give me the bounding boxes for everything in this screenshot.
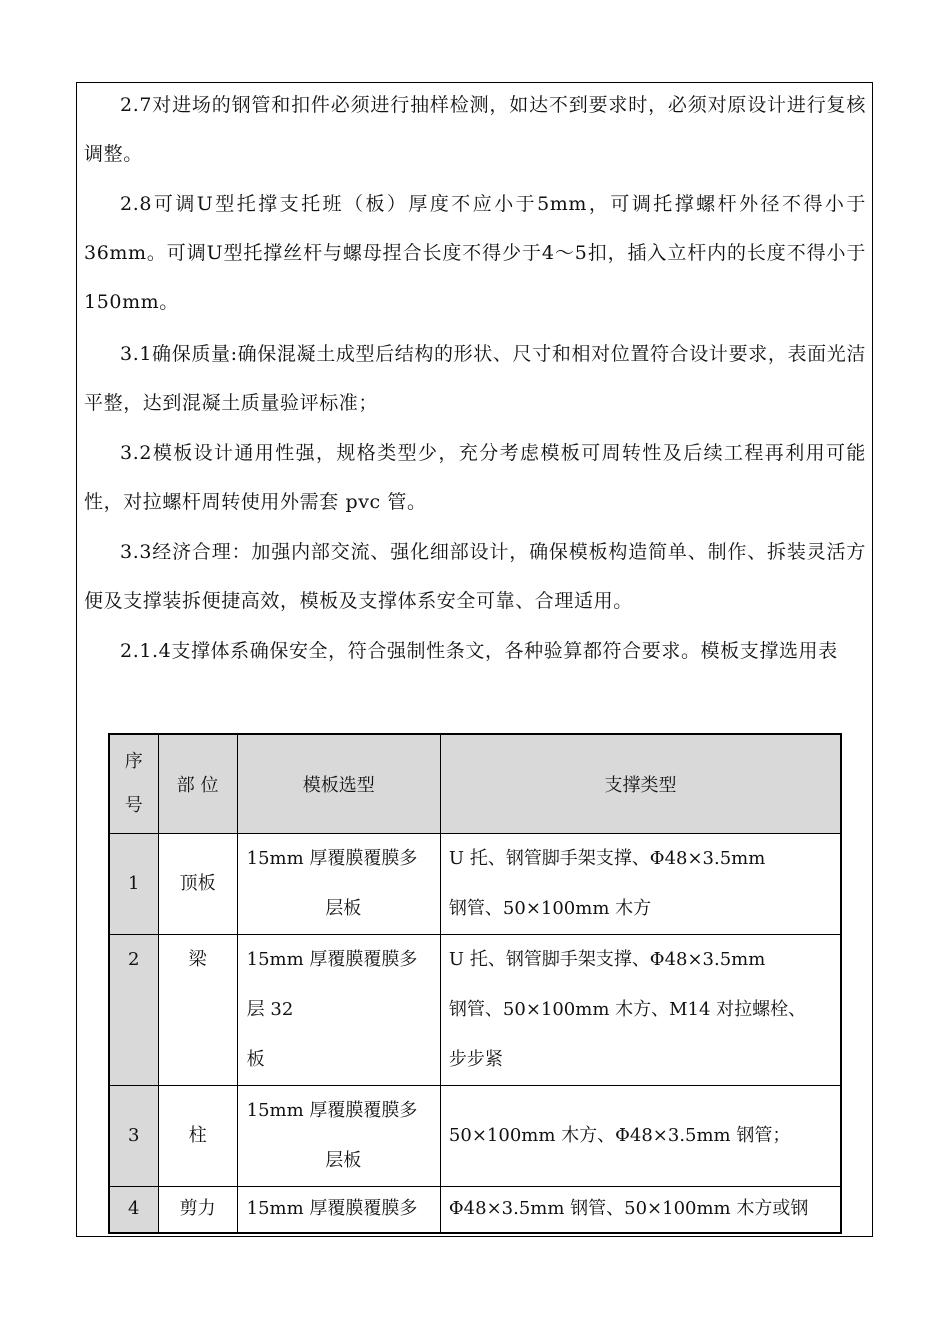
paragraph-text: 2.1.4支撑体系确保安全，符合强制性条文，各种验算都符合要求。模板支撑选用表 <box>120 640 838 662</box>
formwork-support-table <box>108 733 842 1234</box>
paragraph-3-3 <box>84 528 866 626</box>
row-template: 15mm 厚覆膜覆膜多 层板 <box>237 834 440 935</box>
row-part: 剪力 <box>158 1187 237 1233</box>
row-support: U 托、钢管脚手架支撑、Φ48×3.5mm 钢管、50×100mm 木方 <box>440 834 841 935</box>
header-part: 部 位 <box>158 734 237 834</box>
row-template: 15mm 厚覆膜覆膜多 层 32 板 <box>237 935 440 1086</box>
paragraph-3-1 <box>84 330 866 428</box>
row-support: Φ48×3.5mm 钢管、50×100mm 木方或钢 <box>440 1187 841 1233</box>
header-support: 支撑类型 <box>440 734 841 834</box>
paragraph-2-7 <box>84 81 866 179</box>
table-row <box>109 834 841 935</box>
row-index: 3 <box>109 1086 158 1187</box>
table-header-row <box>109 734 841 834</box>
row-index: 4 <box>109 1187 158 1233</box>
row-template: 15mm 厚覆膜覆膜多 层板 <box>237 1086 440 1187</box>
row-index: 1 <box>109 834 158 935</box>
row-part: 梁 <box>158 935 237 1086</box>
table-row <box>109 1086 841 1187</box>
paragraph-text: 3.3经济合理：加强内部交流、强化细部设计，确保模板构造简单、制作、拆装灵活方便及支撑装拆便捷高效，模板及支撑体系安全可靠、合理适用。 <box>84 541 866 612</box>
row-part: 顶板 <box>158 834 237 935</box>
paragraph-text: 2.7对进场的钢管和扣件必须进行抽样检测，如达不到要求时，必须对原设计进行复核调整。 <box>84 94 866 165</box>
row-part: 柱 <box>158 1086 237 1187</box>
table-row <box>109 1187 841 1233</box>
row-support: 50×100mm 木方、Φ48×3.5mm 钢管； <box>440 1086 841 1187</box>
paragraph-text: 3.1确保质量:确保混凝土成型后结构的形状、尺寸和相对位置符合设计要求，表面光洁平整，达到混凝土质量验评标准； <box>84 343 866 414</box>
table-row <box>109 935 841 1086</box>
header-index: 序 号 <box>109 734 158 834</box>
paragraph-3-2 <box>84 429 866 527</box>
row-support: U 托、钢管脚手架支撑、Φ48×3.5mm 钢管、50×100mm 木方、M14 对拉螺栓、 步步紧 <box>440 935 841 1086</box>
paragraph-2-8 <box>84 180 866 327</box>
row-index: 2 <box>109 935 158 1086</box>
header-template: 模板选型 <box>237 734 440 834</box>
paragraph-text: 3.2模板设计通用性强，规格类型少，充分考虑模板可周转性及后续工程再利用可能性，对拉螺杆周转使用外需套 pvc 管。 <box>84 442 866 513</box>
paragraph-text: 2.8可调U型托撑支托班（板）厚度不应小于5mm，可调托撑螺杆外径不得小于36mm。可调U型托撑丝杆与螺母捏合长度不得少于4～5扣，插入立杆内的长度不得小于150mm。 <box>84 193 866 313</box>
row-template: 15mm 厚覆膜覆膜多 <box>237 1187 440 1233</box>
paragraph-2-1-4 <box>84 627 866 676</box>
